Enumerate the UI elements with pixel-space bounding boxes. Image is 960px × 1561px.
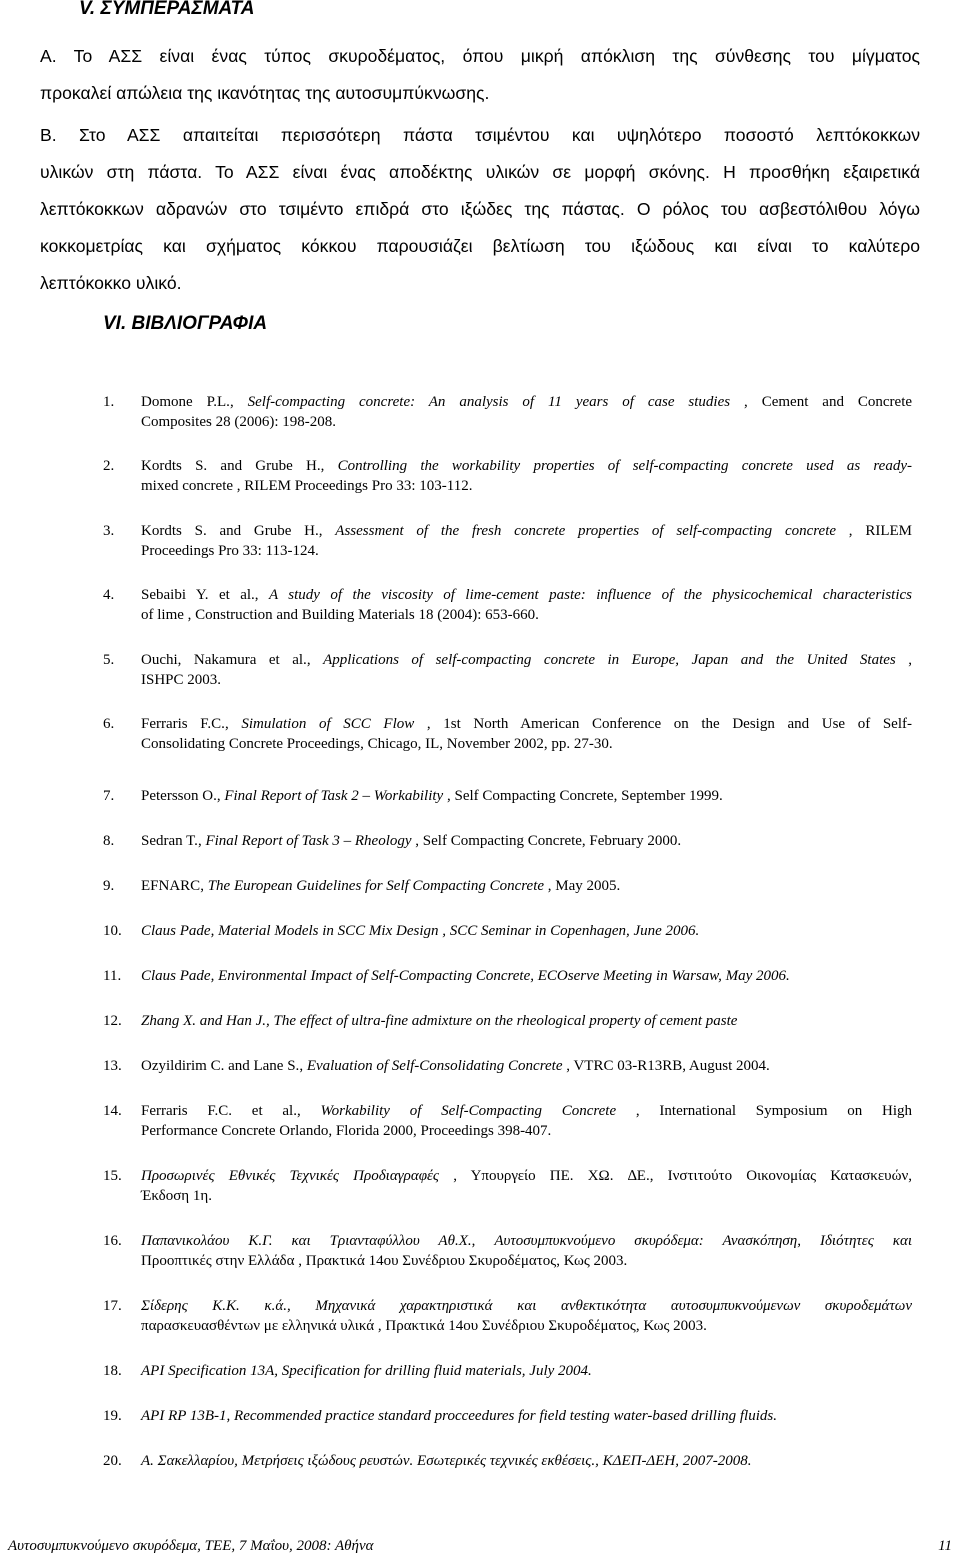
reference-author: Παπανικολάου Κ.Γ. και Τριανταφύλλου Αθ.Χ. — [141, 1233, 472, 1249]
reference-text — [141, 714, 912, 754]
reference-number: 13. — [103, 1058, 122, 1074]
reference-line — [141, 966, 912, 986]
reference-title: Simulation of SCC Flow — [241, 716, 415, 732]
reference-source: , Cement and Concrete — [730, 394, 913, 410]
reference-text — [141, 921, 912, 941]
reference-line — [141, 1166, 912, 1186]
reference-line: of lime , Construction and Building Materials 18 (2004): 653-660. — [141, 607, 539, 623]
reference-separator: , — [197, 833, 206, 849]
reference-author: Claus Pade — [141, 968, 211, 984]
reference-separator: , — [318, 523, 336, 539]
reference-author: Kordts S. and Grube H. — [141, 458, 321, 474]
conclusion-paragraph-a — [40, 38, 920, 112]
conclusion-paragraph-b — [40, 117, 920, 302]
reference-text — [141, 521, 912, 561]
reference-text — [141, 585, 912, 625]
reference-number: 8. — [103, 833, 115, 849]
reference-author: Ferraris F.C. et al. — [141, 1103, 297, 1119]
reference-author: Petersson O. — [141, 788, 217, 804]
reference-line — [141, 1101, 912, 1121]
reference-title: Material Models in SCC Mix Design — [218, 923, 439, 939]
reference-line — [141, 456, 912, 476]
reference-text — [141, 786, 912, 806]
reference-separator: , — [229, 394, 248, 410]
reference-author: Domone P.L. — [141, 394, 230, 410]
reference-title: Environmental Impact of Self-Compacting Concrete, ECOserve Meeting in Warsaw, May 2006. — [218, 968, 790, 984]
reference-separator: , — [224, 716, 242, 732]
reference-number: 2. — [103, 458, 115, 474]
reference-text — [141, 876, 912, 896]
reference-number: 3. — [103, 523, 115, 539]
reference-title: Controlling the workability properties of self-compacting concrete used as ready- — [337, 458, 912, 474]
reference-line — [141, 1011, 912, 1031]
reference-title: Προσωρινές Εθνικές Τεχνικές Προδιαγραφές — [141, 1168, 439, 1184]
reference-number: 6. — [103, 716, 115, 732]
reference-line: ISHPC 2003. — [141, 672, 222, 688]
reference-source: , SCC Seminar in Copenhagen, June 2006. — [438, 923, 700, 939]
reference-line — [141, 1361, 912, 1381]
reference-title: The European Guidelines for Self Compacting Concrete — [207, 878, 545, 894]
reference-separator: , — [296, 1103, 321, 1119]
reference-title: Self-compacting concrete: An analysis of 11 years of case studies — [247, 394, 731, 410]
text-line: λεπτόκοκκων αδρανών στο τσιμέντο επιδρά στο ιξώδες της πάστας. Ο ρόλος του ασβεστόλιθου λόγω — [40, 199, 920, 219]
reference-text — [141, 392, 912, 432]
reference-author: API RP 13B-1, Recommended practice standard procceedures for field testing water-based drilling fluids. — [141, 1408, 777, 1424]
reference-title: A study of the viscosity of lime-cement paste: influence of the physicochemical characteristics — [268, 587, 912, 603]
text-line: λεπτόκοκκο υλικό. — [40, 273, 182, 293]
reference-line — [141, 1406, 912, 1426]
reference-line — [141, 921, 912, 941]
reference-line — [141, 831, 912, 851]
reference-text — [141, 966, 912, 986]
reference-separator: , — [200, 878, 208, 894]
reference-line: Proceedings Pro 33: 113-124. — [141, 543, 319, 559]
reference-separator: , — [216, 788, 225, 804]
reference-number: 9. — [103, 878, 115, 894]
reference-separator: , — [210, 968, 219, 984]
text-line: υλικών στη πάστα. Το ΑΣΣ είναι ένας αποδέκτης υλικών σε μορφή σκόνης. Η προσθήκη εξαιρετικά — [40, 162, 920, 182]
reference-line — [141, 876, 912, 896]
reference-number: 20. — [103, 1453, 122, 1469]
section-heading-bibliography: VI. ΒΙΒΛΙΟΓΡΑΦΙΑ — [103, 313, 268, 334]
reference-source: , — [895, 652, 912, 668]
text-line: προκαλεί απώλεια της ικανότητας της αυτοσυμπύκνωσης. — [40, 83, 490, 103]
reference-number: 11. — [103, 968, 122, 984]
reference-title: Applications of self-compacting concrete in Europe, Japan and the United States — [323, 652, 896, 668]
reference-title: Final Report of Task 3 – Rheology — [205, 833, 412, 849]
reference-number: 16. — [103, 1233, 122, 1249]
reference-number: 12. — [103, 1013, 122, 1029]
reference-text — [141, 1101, 912, 1141]
reference-source: , International Symposium on High — [616, 1103, 913, 1119]
reference-number: 10. — [103, 923, 122, 939]
reference-line — [141, 392, 912, 412]
reference-title: Final Report of Task 2 – Workability — [224, 788, 444, 804]
reference-line — [141, 1296, 912, 1316]
reference-number: 18. — [103, 1363, 122, 1379]
reference-author: EFNARC — [141, 878, 201, 894]
reference-separator: , — [299, 1058, 307, 1074]
reference-text — [141, 1406, 912, 1426]
reference-line: Προοπτικές στην Ελλάδα , Πρακτικά 14ου Συνέδριου Σκυροδέματος, Κως 2003. — [141, 1253, 628, 1269]
reference-line — [141, 521, 912, 541]
reference-text — [141, 1361, 912, 1381]
reference-separator: , — [210, 923, 219, 939]
reference-title: Assessment of the fresh concrete properties of self-compacting concrete — [335, 523, 837, 539]
reference-author: API Specification 13A, Specification for drilling fluid materials, July 2004. — [141, 1363, 592, 1379]
reference-source: , VTRC 03-R13RB, August 2004. — [562, 1058, 770, 1074]
reference-separator: , — [286, 1298, 316, 1314]
reference-line: Consolidating Concrete Proceedings, Chicago, IL, November 2002, pp. 27-30. — [141, 736, 613, 752]
reference-title: The effect of ultra-fine admixture on the rheological property of cement paste — [273, 1013, 738, 1029]
reference-text — [141, 650, 912, 690]
reference-line — [141, 1056, 912, 1076]
reference-source: , 1st North American Conference on the Design and Use of Self- — [414, 716, 913, 732]
reference-line: παρασκευασθέντων με ελληνικά υλικά , Πρακτικά 14ου Συνέδριου Σκυροδέματος, Κως 2003. — [141, 1318, 707, 1334]
reference-line: Έκδοση 1η. — [141, 1188, 212, 1204]
footer-title: Αυτοσυμπυκνούμενο σκυρόδεμα, ΤΕΕ, 7 Μαΐου, 2008: Αθήνα — [8, 1538, 374, 1554]
text-line: κοκκομετρίας και σχήματος κόκκου παρουσιάζει βελτίωση του ιξώδους και είναι το καλύτερο — [40, 236, 920, 256]
page-footer — [0, 1538, 960, 1560]
reference-text — [141, 831, 912, 851]
reference-number: 14. — [103, 1103, 122, 1119]
reference-text — [141, 1056, 912, 1076]
reference-author: Σίδερης Κ.Κ. κ.ά. — [141, 1298, 287, 1314]
reference-title: Αυτοσυμπυκνούμενο σκυρόδεμα: Ανασκόπηση, Ιδιότητες και — [494, 1233, 913, 1249]
reference-line — [141, 714, 912, 734]
reference-text — [141, 1296, 912, 1336]
reference-number: 5. — [103, 652, 115, 668]
reference-source: , Self Compacting Concrete, February 2000. — [411, 833, 682, 849]
reference-source: , RILEM — [836, 523, 912, 539]
reference-line — [141, 585, 912, 605]
reference-text — [141, 1166, 912, 1206]
reference-title: Μηχανικά χαρακτηριστικά και ανθεκτικότητα αυτοσυμπυκνούμενων σκυροδεμάτων — [315, 1298, 912, 1314]
reference-title: Evaluation of Self-Consolidating Concrete — [306, 1058, 563, 1074]
reference-author: Sebaibi Y. et al. — [141, 587, 255, 603]
reference-source: , May 2005. — [544, 878, 621, 894]
reference-author: Sedran T. — [141, 833, 198, 849]
reference-source: , Υπουργείο ΠΕ. ΧΩ. ∆Ε., Ινστιτούτο Οικονομίας Κατασκευών, — [439, 1168, 912, 1184]
reference-line: Composites 28 (2006): 198-208. — [141, 414, 336, 430]
reference-title: Workability of Self-Compacting Concrete — [320, 1103, 617, 1119]
reference-line: mixed concrete , RILEM Proceedings Pro 33: 103-112. — [141, 478, 473, 494]
reference-author: Zhang X. and Han J. — [141, 1013, 266, 1029]
reference-line — [141, 1231, 912, 1251]
page-number: 11 — [938, 1538, 952, 1554]
reference-text — [141, 1011, 912, 1031]
reference-author: Ferraris F.C. — [141, 716, 225, 732]
reference-number: 7. — [103, 788, 115, 804]
text-line: Α. Το ΑΣΣ είναι ένας τύπος σκυροδέματος, όπου μικρή απόκλιση της σύνθεσης του μίγματος — [40, 46, 920, 66]
text-line: Β. Στο ΑΣΣ απαιτείται περισσότερη πάστα τσιμέντου και υψηλότερο ποσοστό λεπτόκοκκων — [40, 125, 920, 145]
reference-line: Performance Concrete Orlando, Florida 2000, Proceedings 398-407. — [141, 1123, 552, 1139]
reference-number: 4. — [103, 587, 115, 603]
section-heading-conclusions: V. ΣΥΜΠΕΡΑΣΜΑΤΑ — [79, 0, 255, 19]
reference-author: Kordts S. and Grube H. — [141, 523, 319, 539]
reference-author: Α. Σακελλαρίου, Μετρήσεις ιξώδους ρευστών. Εσωτερικές τεχνικές εκθέσεις., ΚΔΕΠ-ΔΕΗ, 2007-2008. — [141, 1453, 752, 1469]
reference-source: , Self Compacting Concrete, September 1999. — [443, 788, 723, 804]
reference-line — [141, 1451, 912, 1471]
reference-text — [141, 1451, 912, 1471]
reference-number: 19. — [103, 1408, 122, 1424]
reference-number: 1. — [103, 394, 115, 410]
reference-number: 15. — [103, 1168, 122, 1184]
reference-text — [141, 456, 912, 496]
reference-separator: , — [254, 587, 269, 603]
reference-separator: , — [320, 458, 338, 474]
reference-line — [141, 650, 912, 670]
reference-author: Claus Pade — [141, 923, 211, 939]
reference-number: 17. — [103, 1298, 122, 1314]
reference-separator: , — [266, 1013, 274, 1029]
reference-author: Ozyildirim C. and Lane S. — [141, 1058, 300, 1074]
reference-separator: , — [471, 1233, 495, 1249]
reference-author: Ouchi, Nakamura et al. — [141, 652, 307, 668]
reference-line — [141, 786, 912, 806]
reference-separator: , — [306, 652, 324, 668]
reference-text — [141, 1231, 912, 1271]
